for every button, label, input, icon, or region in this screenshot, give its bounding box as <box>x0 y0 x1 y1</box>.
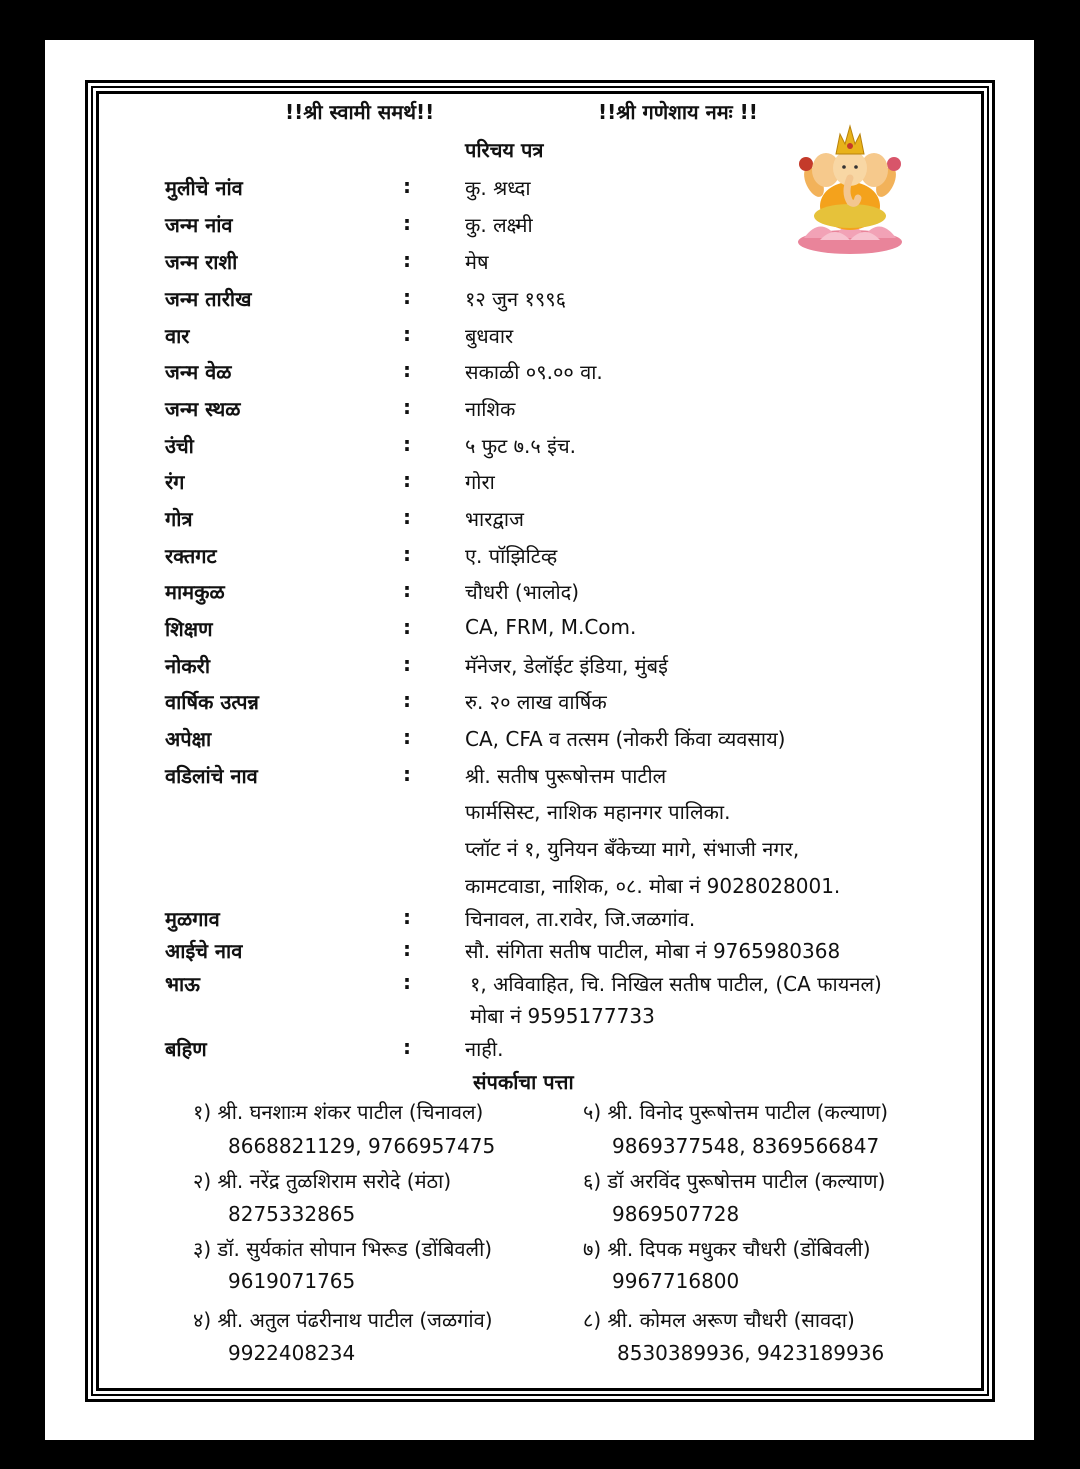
detail-colon: : <box>403 248 411 272</box>
father-occupation: फार्मसिस्ट, नाशिक महानगर पालिका. <box>465 800 731 824</box>
detail-row <box>45 174 1034 204</box>
detail-row <box>45 652 1034 682</box>
contact-name: ४) श्री. अतुल पंढरीनाथ पाटील (जळगांव) <box>193 1308 493 1332</box>
father-address-line: प्लॉट नं १, युनियन बॅंकेच्या मागे, संभाजी नगर, <box>465 837 800 861</box>
detail-label: जन्म वेळ <box>165 360 232 384</box>
detail-label: मुळगाव <box>165 907 220 931</box>
contact-phone: 8275332865 <box>228 1202 356 1226</box>
detail-row <box>45 285 1034 315</box>
contact-name: ८) श्री. कोमल अरूण चौधरी (सावदा) <box>583 1308 855 1332</box>
detail-label: वार <box>165 324 190 348</box>
detail-value: कु. श्रध्दा <box>465 176 531 200</box>
detail-label: मुलीचे नांव <box>165 176 243 200</box>
contact-phone: 9869507728 <box>612 1202 740 1226</box>
detail-label: रक्तगट <box>165 544 217 568</box>
detail-row <box>45 322 1034 352</box>
contacts-title: संपर्काचा पत्ता <box>473 1070 574 1094</box>
detail-row <box>45 725 1034 755</box>
detail-row <box>45 358 1034 388</box>
father-row <box>45 762 1034 792</box>
detail-value: CA, CFA व तत्सम (नोकरी किंवा व्यवसाय) <box>465 727 786 751</box>
detail-value: सकाळी ०९.०० वा. <box>465 360 603 384</box>
detail-value: ५ फुट ७.५ इंच. <box>465 434 577 458</box>
detail-label: गोत्र <box>165 507 193 531</box>
detail-colon: : <box>403 285 411 309</box>
detail-value: श्री. सतीष पुरूषोत्तम पाटील <box>465 764 667 788</box>
detail-label: भाऊ <box>165 972 200 996</box>
detail-label: जन्म तारीख <box>165 287 252 311</box>
detail-label: रंग <box>165 470 185 494</box>
contact-phone: 8530389936, 9423189936 <box>617 1341 885 1365</box>
contact-name: २) श्री. नरेंद्र तुळशिराम सरोदे (मंठा) <box>193 1169 452 1193</box>
detail-colon: : <box>403 615 411 639</box>
detail-label: बहिण <box>165 1037 207 1061</box>
detail-label: वडिलांचे नाव <box>165 764 258 788</box>
detail-value: रु. २० लाख वार्षिक <box>465 690 607 714</box>
detail-row <box>45 432 1034 462</box>
brother-phone: मोबा नं 9595177733 <box>470 1004 655 1028</box>
father-address-line: कामटवाडा, नाशिक, ०८. मोबा नं 9028028001. <box>465 874 841 898</box>
detail-value: CA, FRM, M.Com. <box>465 615 637 639</box>
detail-value: कु. लक्ष्मी <box>465 213 533 237</box>
detail-value: सौ. संगिता सतीष पाटील, मोबा नं 9765980368 <box>465 939 841 963</box>
detail-value: ए. पॉझिटिव्ह <box>465 544 558 568</box>
header-left: !!श्री स्वामी समर्थ!! <box>285 100 435 124</box>
detail-value: भारद्वाज <box>465 507 524 531</box>
contact-phone: 8668821129, 9766957475 <box>228 1134 496 1158</box>
detail-value: बुधवार <box>465 324 514 348</box>
detail-label: उंची <box>165 434 194 458</box>
brother-line: १, अविवाहित, चि. निखिल सतीष पाटील, (CA फायनल) <box>470 972 882 996</box>
detail-row <box>45 542 1034 572</box>
detail-value: मेष <box>465 250 489 274</box>
detail-colon: : <box>403 432 411 456</box>
detail-colon: : <box>403 762 411 786</box>
detail-colon: : <box>403 211 411 235</box>
detail-colon: : <box>403 174 411 198</box>
detail-colon: : <box>403 322 411 346</box>
detail-label: वार्षिक उत्पन्न <box>165 690 259 714</box>
contact-phone: 9922408234 <box>228 1341 356 1365</box>
contact-phone: 9619071765 <box>228 1269 356 1293</box>
detail-colon: : <box>403 970 411 994</box>
native-row <box>45 905 1034 935</box>
detail-value: चौधरी (भालोद) <box>465 580 580 604</box>
detail-colon: : <box>403 937 411 961</box>
detail-value: मॅनेजर, डेलॉईट इंडिया, मुंबई <box>465 654 668 678</box>
detail-row <box>45 395 1034 425</box>
detail-label: नोकरी <box>165 654 210 678</box>
contact-name: ५) श्री. विनोद पुरूषोत्तम पाटील (कल्याण) <box>583 1100 889 1124</box>
detail-label: मामकुळ <box>165 580 225 604</box>
detail-colon: : <box>403 688 411 712</box>
detail-label: अपेक्षा <box>165 727 212 751</box>
detail-colon: : <box>403 725 411 749</box>
contact-name: १) श्री. घनशाःम शंकर पाटील (चिनावल) <box>193 1100 484 1124</box>
sister-row <box>45 1035 1034 1065</box>
contact-name: ७) श्री. दिपक मधुकर चौधरी (डोंबिवली) <box>583 1237 871 1261</box>
detail-label: जन्म स्थळ <box>165 397 241 421</box>
detail-label: जन्म राशी <box>165 250 238 274</box>
contact-name: ३) डॉ. सुर्यकांत सोपान भिरूड (डोंबिवली) <box>193 1237 493 1261</box>
detail-colon: : <box>403 505 411 529</box>
detail-value: नाही. <box>465 1037 504 1061</box>
detail-row <box>45 468 1034 498</box>
contact-phone: 9967716800 <box>612 1269 740 1293</box>
detail-label: शिक्षण <box>165 617 213 641</box>
detail-row <box>45 688 1034 718</box>
detail-row <box>45 578 1034 608</box>
contact-phone: 9869377548, 8369566847 <box>612 1134 880 1158</box>
detail-value: १२ जुन १९९६ <box>465 287 567 311</box>
detail-colon: : <box>403 468 411 492</box>
detail-row <box>45 248 1034 278</box>
header-right: !!श्री गणेशाय नमः !! <box>598 100 758 124</box>
detail-value: चिनावल, ता.रावेर, जि.जळगांव. <box>465 907 696 931</box>
page-title: परिचय पत्र <box>465 138 544 162</box>
detail-colon: : <box>403 652 411 676</box>
detail-colon: : <box>403 358 411 382</box>
detail-value: नाशिक <box>465 397 516 421</box>
detail-colon: : <box>403 578 411 602</box>
detail-row <box>45 505 1034 535</box>
detail-label: जन्म नांव <box>165 213 233 237</box>
biodata-page <box>45 40 1034 1440</box>
mother-row <box>45 937 1034 967</box>
detail-value: गोरा <box>465 470 495 494</box>
detail-colon: : <box>403 905 411 929</box>
contact-name: ६) डॉ अरविंद पुरूषोत्तम पाटील (कल्याण) <box>583 1169 886 1193</box>
detail-label: आईचे नाव <box>165 939 243 963</box>
detail-colon: : <box>403 542 411 566</box>
detail-colon: : <box>403 395 411 419</box>
detail-colon: : <box>403 1035 411 1059</box>
detail-row <box>45 211 1034 241</box>
detail-row <box>45 615 1034 645</box>
